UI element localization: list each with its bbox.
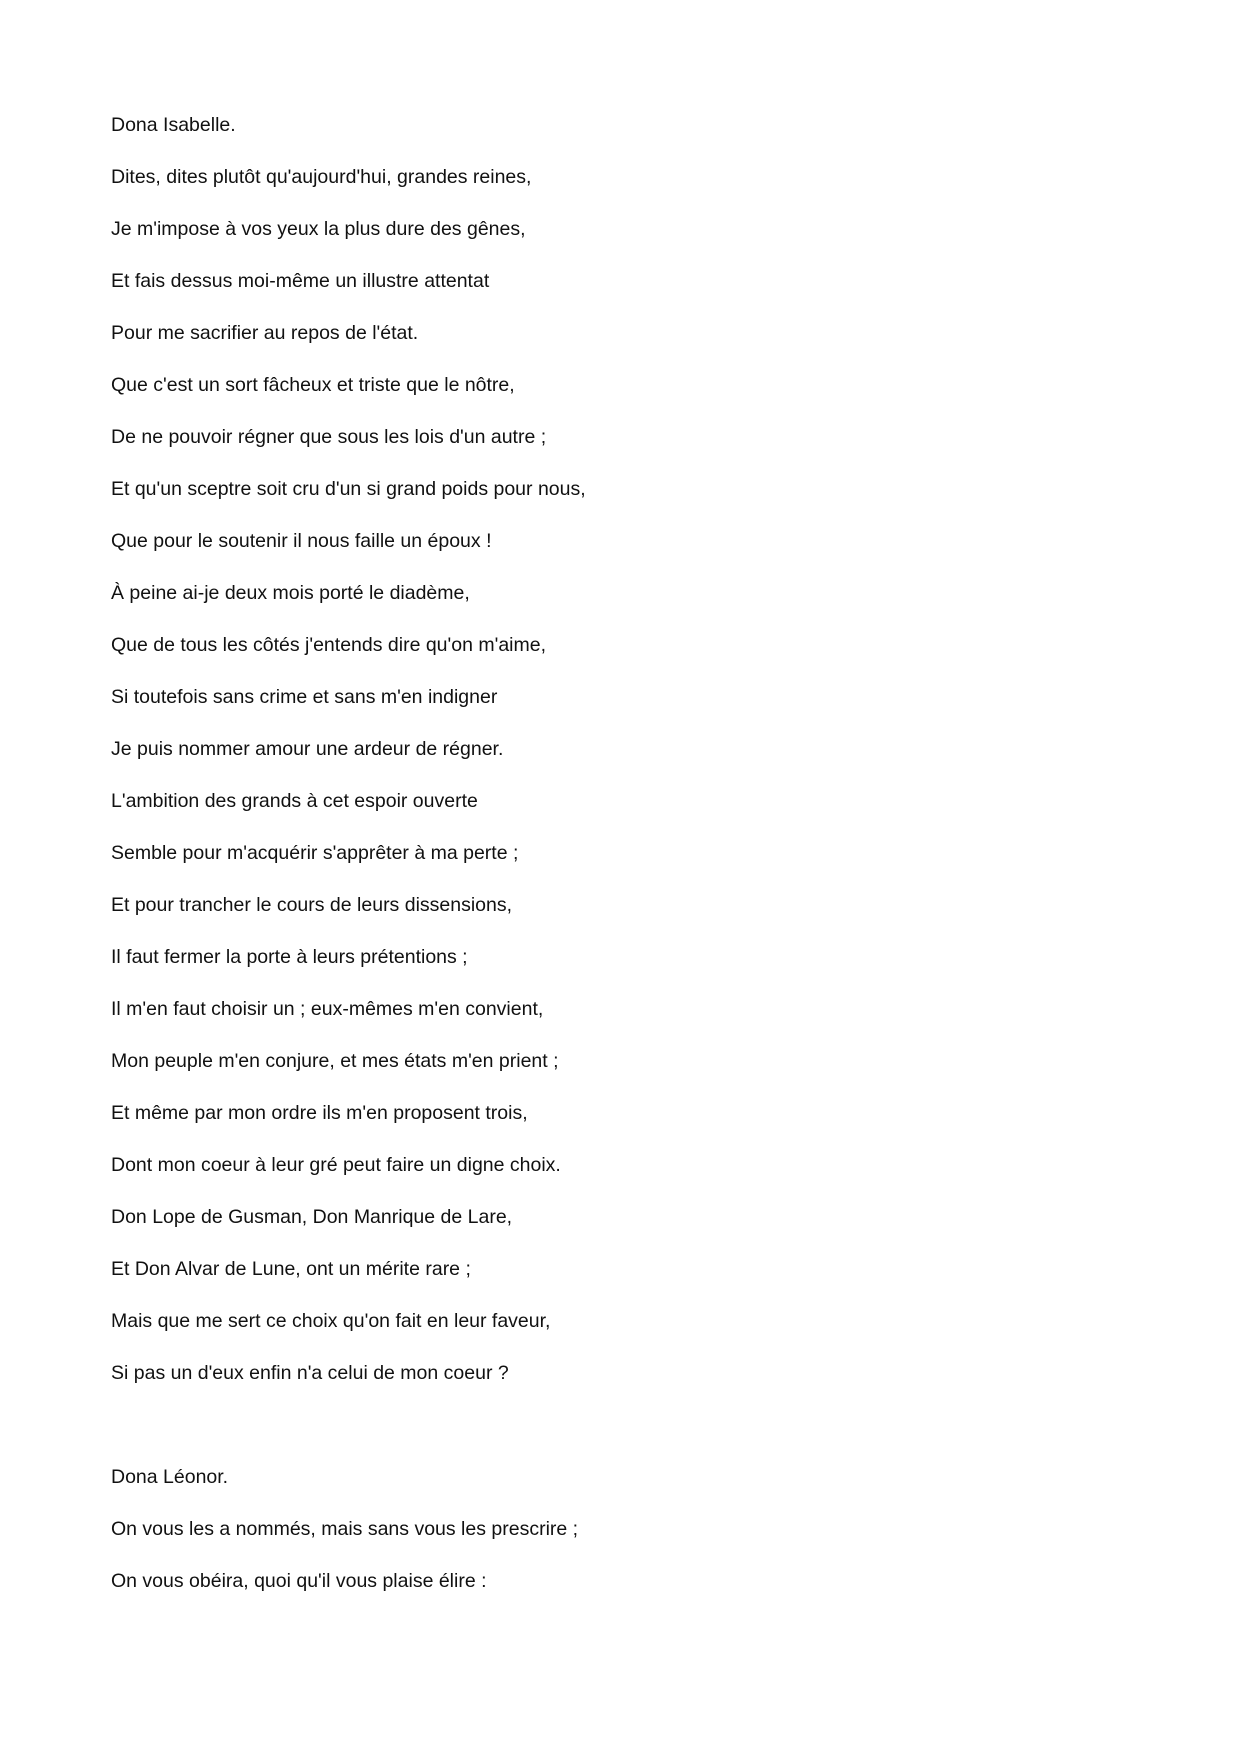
verse-line: Je puis nommer amour une ardeur de régner. (111, 738, 504, 760)
verse-line: On vous obéira, quoi qu'il vous plaise élire : (111, 1570, 487, 1592)
verse-line: Que de tous les côtés j'entends dire qu'on m'aime, (111, 634, 546, 656)
verse-line: À peine ai-je deux mois porté le diadème, (111, 582, 470, 604)
verse-line: Et qu'un sceptre soit cru d'un si grand poids pour nous, (111, 478, 586, 500)
verse-line: Don Lope de Gusman, Don Manrique de Lare, (111, 1206, 513, 1228)
verse-line: Mais que me sert ce choix qu'on fait en leur faveur, (111, 1310, 551, 1332)
verse-line: Il m'en faut choisir un ; eux-mêmes m'en convient, (111, 998, 544, 1020)
verse-line: Dont mon coeur à leur gré peut faire un digne choix. (111, 1154, 561, 1176)
verse-line: Et pour trancher le cours de leurs dissensions, (111, 894, 513, 916)
verse-line: Dites, dites plutôt qu'aujourd'hui, grandes reines, (111, 166, 532, 188)
verse-line: Si pas un d'eux enfin n'a celui de mon coeur ? (111, 1362, 509, 1384)
verse-line: L'ambition des grands à cet espoir ouverte (111, 790, 478, 812)
verse-line: Je m'impose à vos yeux la plus dure des gênes, (111, 218, 526, 240)
verse-line: Que c'est un sort fâcheux et triste que le nôtre, (111, 374, 515, 396)
speaker-name: Dona Léonor. (111, 1466, 229, 1488)
verse-line: Semble pour m'acquérir s'apprêter à ma perte ; (111, 842, 519, 864)
verse-line: Et même par mon ordre ils m'en proposent trois, (111, 1102, 528, 1124)
verse-line: Il faut fermer la porte à leurs prétentions ; (111, 946, 468, 968)
verse-line: Si toutefois sans crime et sans m'en indigner (111, 686, 498, 708)
verse-line: De ne pouvoir régner que sous les lois d'un autre ; (111, 426, 547, 448)
verse-line: Mon peuple m'en conjure, et mes états m'en prient ; (111, 1050, 559, 1072)
speaker-name: Dona Isabelle. (111, 114, 236, 136)
verse-line: Que pour le soutenir il nous faille un époux ! (111, 530, 492, 552)
verse-line: Et fais dessus moi-même un illustre attentat (111, 270, 490, 292)
verse-line: On vous les a nommés, mais sans vous les prescrire ; (111, 1518, 579, 1540)
verse-line: Pour me sacrifier au repos de l'état. (111, 322, 419, 344)
verse-line: Et Don Alvar de Lune, ont un mérite rare ; (111, 1258, 471, 1280)
